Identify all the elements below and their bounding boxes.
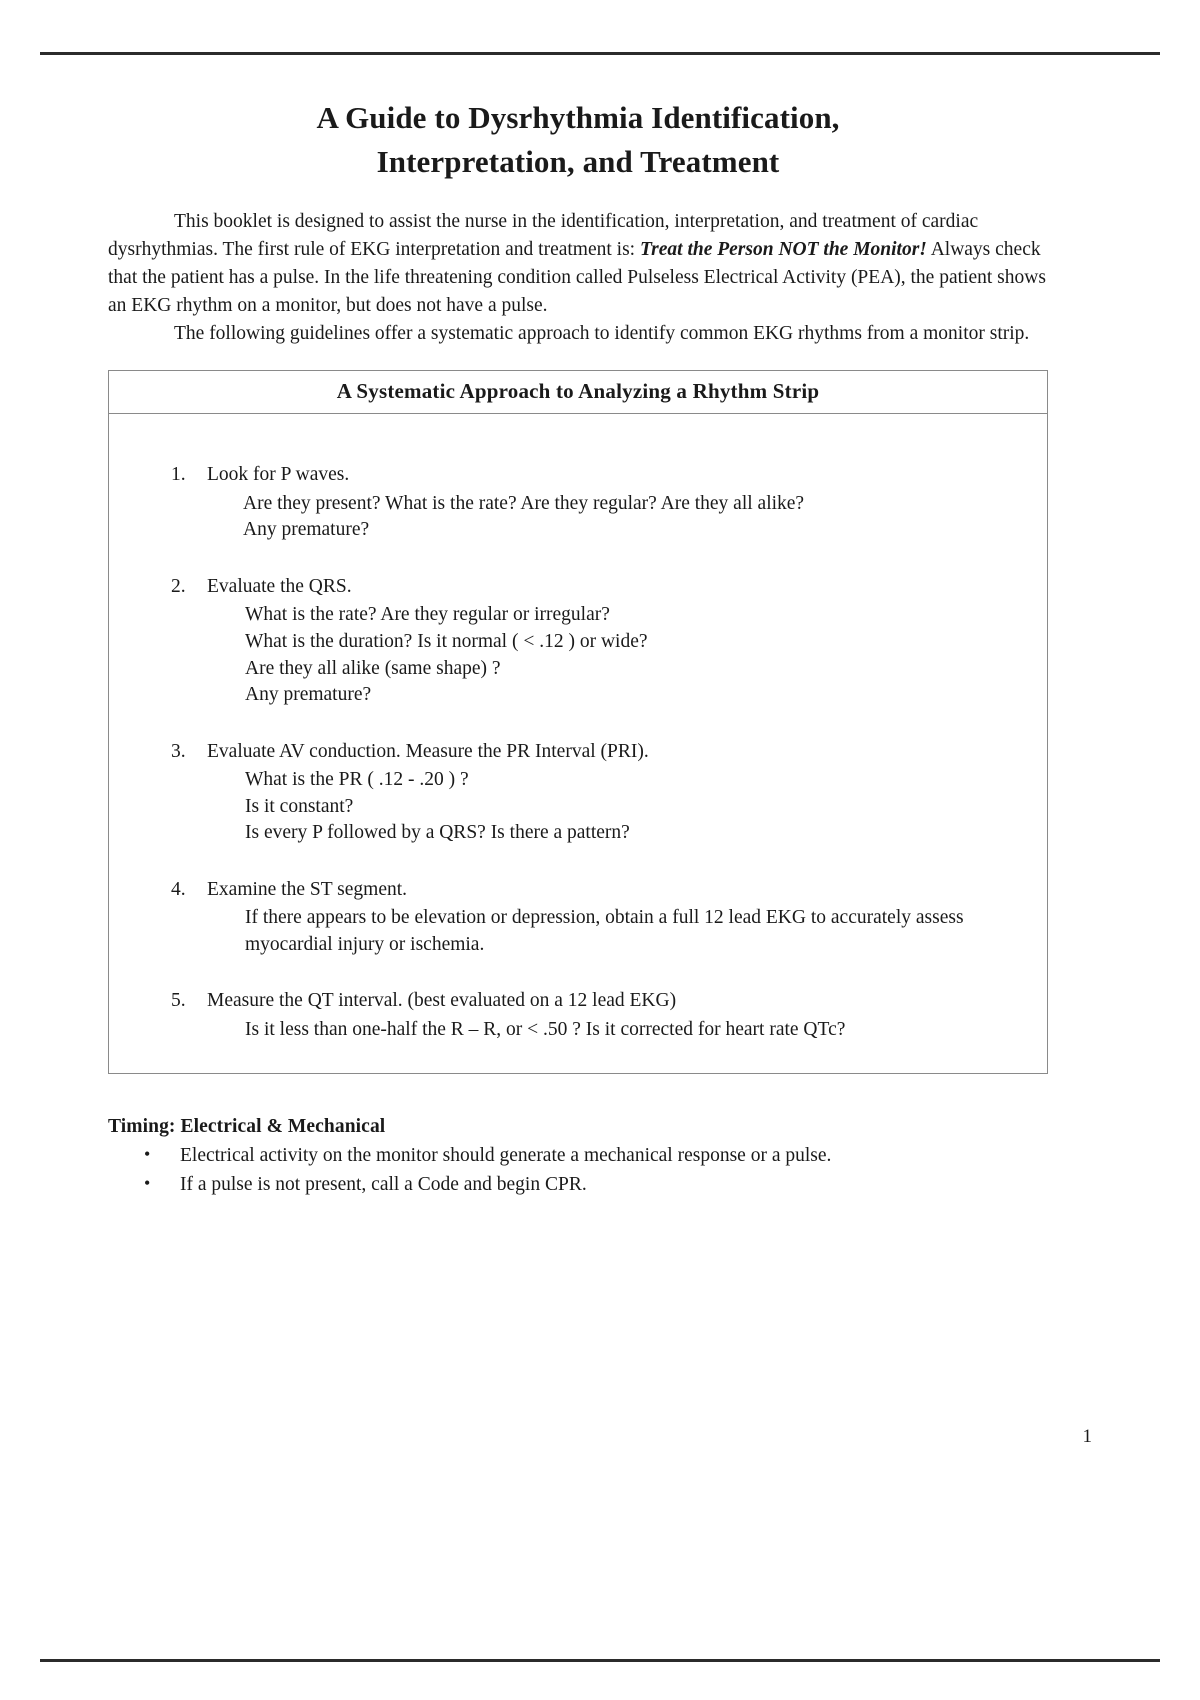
step-subline: Is every P followed by a QRS? Is there a pattern? (245, 822, 630, 844)
step-item-4 (129, 877, 1027, 959)
intro-p1-part1: This booklet is designed to assist the nurse in the identification, interpretation, and treatment of cardiac dysrhythmias. The first rule of EKG interpretation and treatment is: (108, 211, 979, 261)
intro-p1-emphasis: Treat the Person NOT the Monitor! (639, 239, 927, 261)
step-subline: Any premature? (245, 684, 372, 706)
intro-paragraph-1 (108, 208, 1048, 320)
box-body (109, 414, 1047, 1073)
step-item-5 (129, 988, 1027, 1043)
step-number: 2. (171, 575, 186, 597)
steps-list (129, 462, 1027, 1043)
intro-section (108, 208, 1048, 348)
step-number: 5. (171, 990, 186, 1012)
systematic-approach-box (108, 370, 1048, 1074)
page-title (142, 96, 1014, 184)
bullet-icon: • (144, 1144, 151, 1165)
intro-p1-part2: Always check that the patient has a pulse. In the life threatening condition called Pulseless Electrical Activity (PEA), the patient shows an EKG rhythm on a monitor, but does not have a pulse. (108, 239, 1046, 317)
bullet-icon: • (144, 1173, 151, 1194)
step-subline: What is the rate? Are they regular or irregular? (245, 604, 610, 626)
step-sublines (207, 905, 1027, 958)
step-item-3 (129, 739, 1027, 847)
page-title-line-1: A Guide to Dysrhythmia Identification, (316, 100, 840, 135)
step-number: 4. (171, 878, 186, 900)
step-subline: Is it constant? (245, 795, 354, 817)
step-heading: Evaluate the QRS. (207, 575, 352, 597)
step-number: 3. (171, 740, 186, 762)
list-item (108, 1142, 1048, 1171)
step-sublines (207, 1017, 1027, 1044)
step-item-1 (129, 462, 1027, 544)
step-heading: Look for P waves. (207, 464, 350, 486)
intro-paragraph-2: The following guidelines offer a systematic approach to identify common EKG rhythms from a monitor strip. (174, 323, 1030, 345)
step-subline: What is the duration? Is it normal ( < .12 ) or wide? (245, 631, 648, 652)
page-number: 1 (1082, 1426, 1092, 1447)
step-sublines (207, 602, 1027, 708)
step-subline: Are they all alike (same shape) ? (245, 657, 501, 679)
step-number: 1. (171, 464, 186, 486)
step-sublines (207, 767, 1027, 847)
step-sublines (207, 491, 1027, 544)
timing-heading: Timing: Electrical & Mechanical (108, 1116, 386, 1138)
timing-bullet-list (108, 1142, 1048, 1200)
step-subline: What is the PR ( .12 - .20 ) ? (245, 769, 469, 791)
list-item (108, 1171, 1048, 1200)
step-subline: If there appears to be elevation or depression, obtain a full 12 lead EKG to accurately assess myocardial injury or ischemia. (245, 907, 964, 955)
page-top-rule (40, 52, 1160, 55)
page-bottom-rule (40, 1659, 1160, 1662)
page-content (108, 96, 1048, 1200)
step-heading: Measure the QT interval. (best evaluated on a 12 lead EKG) (207, 990, 677, 1012)
step-heading: Examine the ST segment. (207, 878, 408, 900)
box-header-title: A Systematic Approach to Analyzing a Rhythm Strip (109, 371, 1047, 414)
list-item-label: If a pulse is not present, call a Code and begin CPR. (180, 1174, 587, 1196)
step-subline: Any premature? (243, 519, 370, 541)
step-item-2 (129, 574, 1027, 709)
page-title-line-2: Interpretation, and Treatment (376, 144, 780, 180)
list-item-label: Electrical activity on the monitor should generate a mechanical response or a pulse. (180, 1145, 832, 1167)
step-subline: Is it less than one-half the R – R, or < .50 ? Is it corrected for heart rate QTc? (245, 1018, 846, 1040)
step-heading: Evaluate AV conduction. Measure the PR Interval (PRI). (207, 740, 649, 762)
step-subline: Are they present? What is the rate? Are they regular? Are they all alike? (243, 492, 805, 514)
timing-section (108, 1116, 1048, 1200)
